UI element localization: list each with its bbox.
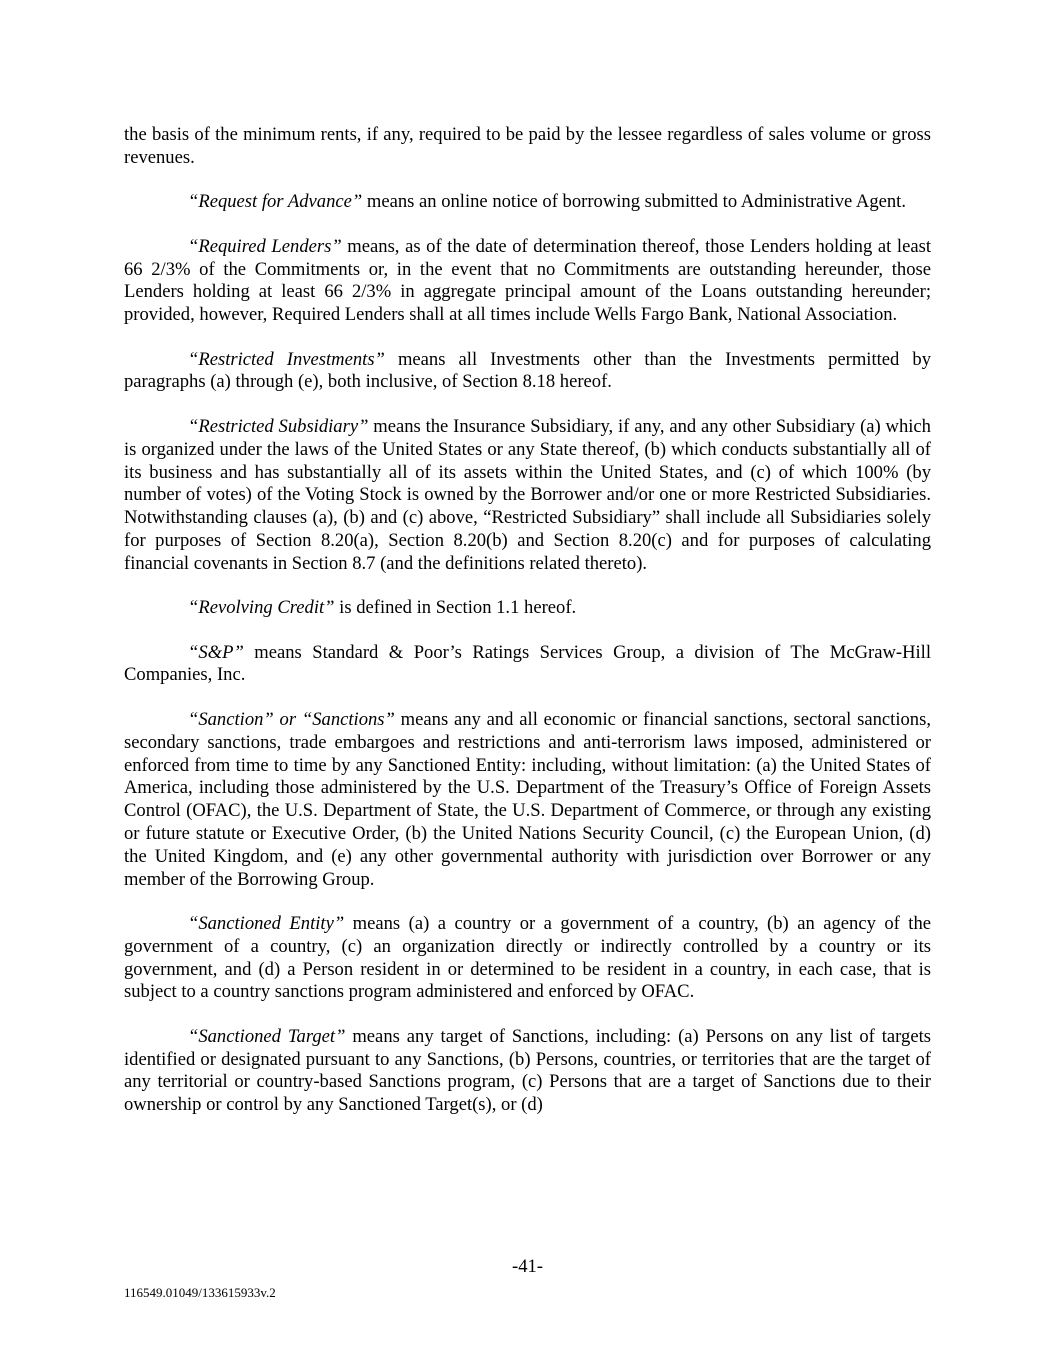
definition-revolving-credit xyxy=(124,597,931,620)
definition-restricted-subsidiary xyxy=(124,416,931,576)
defined-term: “Revolving Credit” xyxy=(188,597,335,619)
definition-s-and-p xyxy=(124,642,931,688)
definition-text: means Standard & Poor’s Ratings Services Group, a division of The McGraw-Hill Companies, Inc. xyxy=(124,641,931,686)
defined-term: “Sanctioned Target” xyxy=(188,1025,346,1047)
defined-term: “Required Lenders” xyxy=(188,235,342,257)
page-number: -41- xyxy=(512,1256,543,1277)
document-body xyxy=(124,124,931,1139)
document-id-footer: 116549.01049/133615933v.2 xyxy=(124,1285,276,1300)
definition-text: means the Insurance Subsidiary, if any, and any other Subsidiary (a) which is organized under the laws of the United States or any State thereof, (b) which conducts substantially all of its business and has substantially all of its assets within the United States, and (c) of which 100% (by number of votes) of the Voting Stock is owned by the Borrower and/or one or more Restricted Subsidiaries. Notwithstanding clauses (a), (b) and (c) above, “Restricted Subsidiary” shall include all Subsidiaries solely for purposes of Section 8.20(a), Section 8.20(b) and Section 8.20(c) and for purposes of calculating financial covenants in Section 8.7 (and the definitions related thereto). xyxy=(124,415,931,574)
defined-term: “Request for Advance” xyxy=(188,191,363,213)
defined-term: “Restricted Subsidiary” xyxy=(188,415,369,437)
definition-sanctions xyxy=(124,709,931,891)
definition-sanctioned-entity xyxy=(124,913,931,1004)
definition-required-lenders xyxy=(124,236,931,327)
defined-term: “S&P” xyxy=(188,641,244,663)
definition-text: means, as of the date of determination thereof, those Lenders holding at least 66 2/3% of the Commitments or, in the event that no Commitments are outstanding hereunder, those Lenders holding at least 66 2/3% in aggregate principal amount of the Loans outstanding hereunder; provided, however, Required Lenders shall at all times include Wells Fargo Bank, National Association. xyxy=(124,235,931,326)
definition-sanctioned-target xyxy=(124,1026,931,1117)
definition-text: means any and all economic or financial sanctions, sectoral sanctions, secondary sanctions, trade embargoes and restrictions and anti-terrorism laws imposed, administered or enforced from time to time by any Sanctioned Entity: including, without limitation: (a) the United States of America, including those administered by the U.S. Department of the Treasury’s Office of Foreign Assets Control (OFAC), the U.S. Department of State, the U.S. Department of Commerce, or through any existing or future statute or Executive Order, (b) the United Nations Security Council, (c) the European Union, (d) the United Kingdom, and (e) any other governmental authority with jurisdiction over Borrower or any member of the Borrowing Group. xyxy=(124,708,931,890)
continuation-paragraph: the basis of the minimum rents, if any, required to be paid by the lessee regardless of sales volume or gross revenues. xyxy=(124,124,931,168)
definition-text: means any target of Sanctions, including: (a) Persons on any list of targets identified or designated pursuant to any Sanctions, (b) Persons, countries, or territories that are the target of any territorial or country-based Sanctions program, (c) Persons that are a target of Sanctions due to their ownership or control by any Sanctioned Target(s), or (d) xyxy=(124,1025,931,1116)
definition-text: means an online notice of borrowing submitted to Administrative Agent. xyxy=(362,191,906,213)
defined-term: “Restricted Investments” xyxy=(188,348,385,370)
definition-text: means all Investments other than the Investments permitted by paragraphs (a) through (e), both inclusive, of Section 8.18 hereof. xyxy=(124,348,931,393)
definition-restricted-investments xyxy=(124,349,931,395)
definition-text: is defined in Section 1.1 hereof. xyxy=(334,597,577,619)
definition-request-for-advance xyxy=(124,191,931,214)
defined-term: “Sanction” or “Sanctions” xyxy=(188,708,395,730)
defined-term: “Sanctioned Entity” xyxy=(188,913,345,935)
definition-text: means (a) a country or a government of a country, (b) an agency of the government of a country, (c) an organization directly or indirectly controlled by a country or its government, and (d) a Person resident in or determined to be resident in a country, in each case, that is subject to a country sanctions program administered and enforced by OFAC. xyxy=(124,913,932,1003)
